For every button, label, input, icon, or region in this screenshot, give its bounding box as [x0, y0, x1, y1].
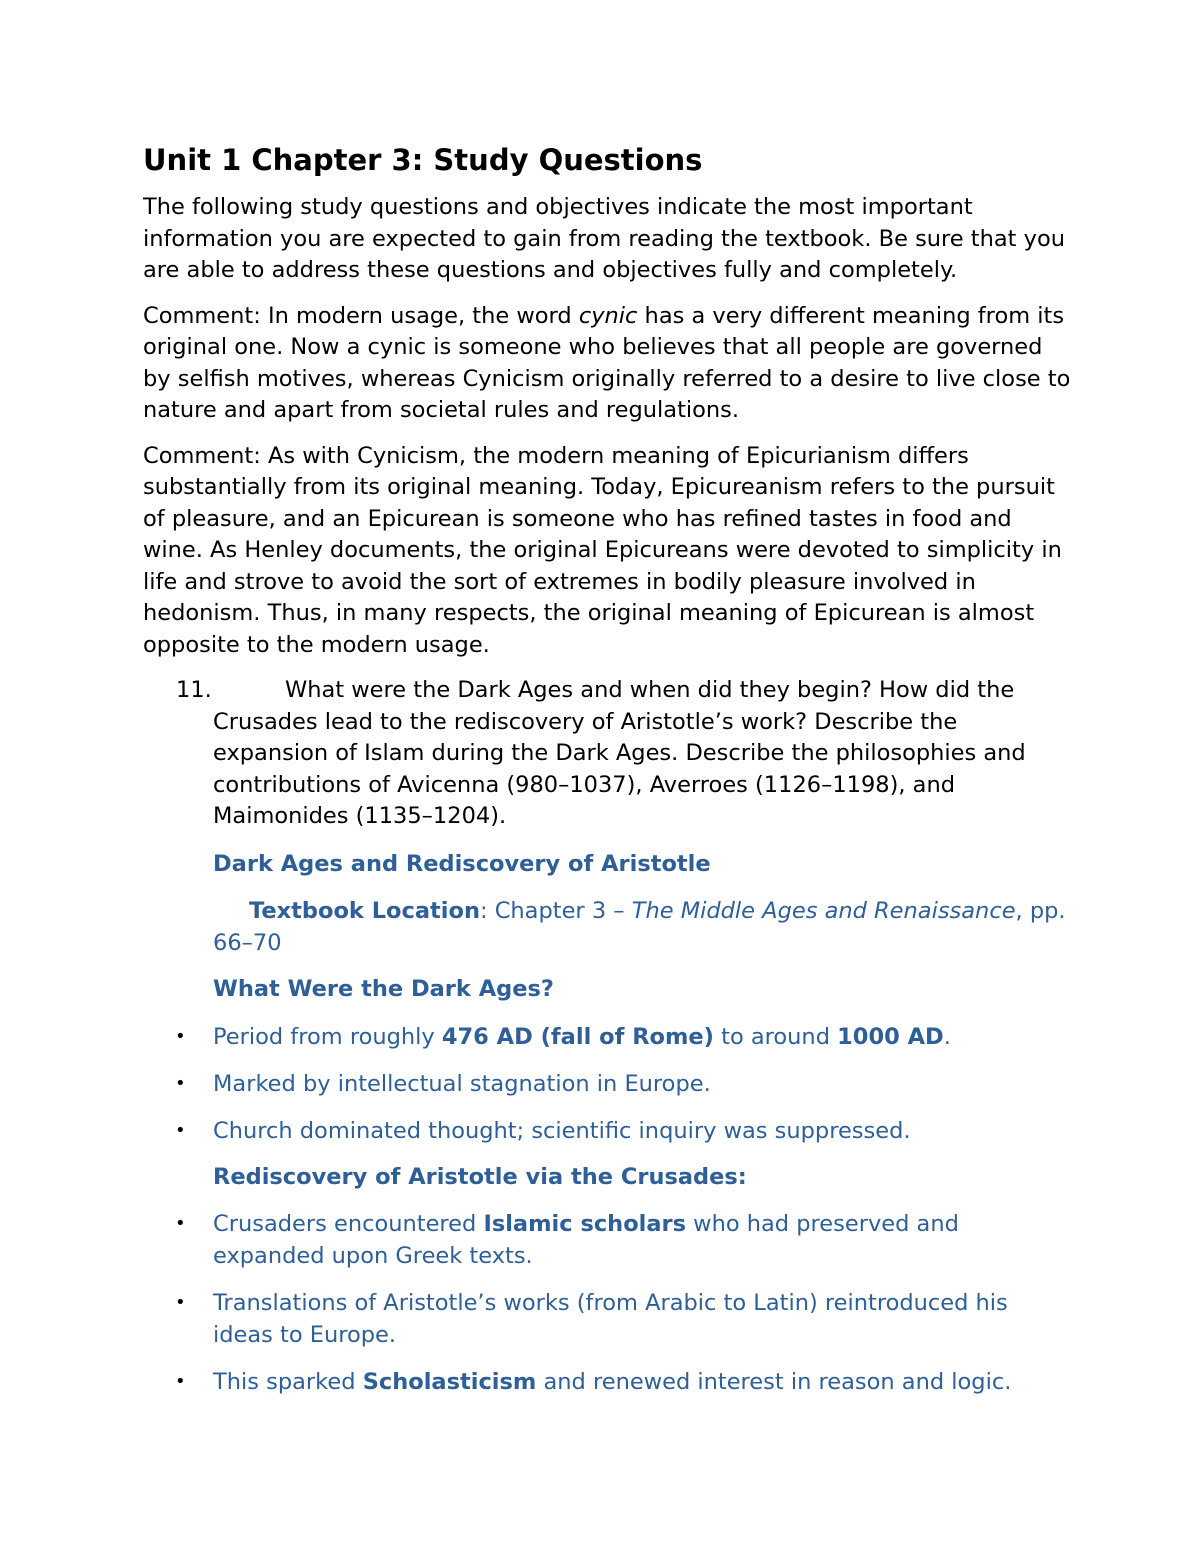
bullet-bold-text: Islamic scholars — [483, 1211, 687, 1237]
section-heading-rediscovery: Rediscovery of Aristotle via the Crusades: — [213, 1163, 747, 1190]
bullet-icon: • — [175, 1371, 186, 1392]
dark-ages-bullet-list — [143, 1021, 1073, 1147]
bullet-text: Crusaders encountered — [213, 1211, 484, 1237]
bullet-bold-text: Scholasticism — [362, 1369, 537, 1395]
intro-paragraph: The following study questions and objectives indicate the most important information you are expected to gain from reading the textbook. Be sure that you are able to address these questions and objectives fully and completely. — [143, 194, 1065, 283]
textbook-location-pages: , pp. 66–70 — [213, 898, 1066, 956]
page-title: Unit 1 Chapter 3: Study Questions — [143, 143, 703, 177]
textbook-location-colon: : — [479, 898, 488, 924]
comment-epicurean-paragraph: Comment: As with Cynicism, the modern meaning of Epicurianism differs substantially from its original meaning. Today, Epicureanism refers to the pursuit of pleasure, and an Epicurean is someone who has refined tastes in food and wine. As Henley documents, the original Epicureans were devoted to simplicity in life and strove to avoid the sort of extremes in bodily pleasure involved in hedonism. Thus, in many respects, the original meaning of Epicurean is almost opposite to the modern usage. — [143, 442, 1062, 658]
answer-heading: Dark Ages and Rediscovery of Aristotle — [213, 850, 711, 877]
bullet-icon: • — [175, 1292, 186, 1313]
bullet-text: who had preserved and expanded upon Greek texts. — [213, 1211, 959, 1269]
bullet-icon: • — [175, 1213, 186, 1234]
document-page — [143, 138, 1073, 1413]
list-item — [143, 1287, 1073, 1351]
bullet-icon: • — [175, 1119, 186, 1141]
bullet-text: and renewed interest in reason and logic. — [536, 1369, 1012, 1395]
list-item — [143, 1068, 1073, 1100]
rediscovery-bullet-list — [143, 1208, 1073, 1398]
list-item — [143, 1208, 1073, 1272]
comment-cynic-paragraph — [143, 301, 1073, 427]
section-heading-dark-ages: What Were the Dark Ages? — [213, 976, 554, 1002]
bullet-text: Church dominated thought; scientific inquiry was suppressed. — [213, 1117, 911, 1144]
textbook-location-chapter-title: The Middle Ages and Renaissance — [631, 898, 1016, 924]
list-item — [143, 1021, 1073, 1053]
bullet-text: Marked by intellectual stagnation in Europe. — [213, 1070, 711, 1097]
bullet-bold-text: 1000 AD — [837, 1023, 944, 1050]
bullet-text: . — [943, 1023, 951, 1050]
bullet-text: This sparked — [213, 1369, 363, 1395]
textbook-location-label: Textbook Location — [249, 898, 480, 924]
bullet-text: Period from roughly — [213, 1023, 442, 1050]
comment-cynic-italic-word: cynic — [578, 302, 638, 329]
study-question-11 — [143, 675, 1073, 833]
bullet-icon: • — [175, 1025, 186, 1047]
question-number: 11. — [176, 677, 212, 703]
textbook-location — [213, 895, 1073, 959]
bullet-text: Translations of Aristotle’s works (from Arabic to Latin) reintroduced his ideas to Europe. — [213, 1290, 1008, 1348]
comment-cynic-text-end: has a very different meaning from its original one. Now a cynic is someone who believes that all people are governed by selfish motives, whereas Cynicism originally referred to a desire to live close to nature and apart from societal rules and regulations. — [143, 302, 1071, 423]
list-item — [143, 1366, 1073, 1398]
comment-cynic-text-start: Comment: In modern usage, the word — [143, 302, 579, 329]
question-text: What were the Dark Ages and when did they begin? How did the Crusades lead to the rediscovery of Aristotle’s work? Describe the expansion of Islam during the Dark Ages. Describe the philosophies and contributions of Avicenna (980–1037), Averroes (1126–1198), and Maimonides (1135–1204). — [213, 677, 1026, 829]
bullet-text: to around — [713, 1023, 838, 1050]
list-item — [143, 1115, 1073, 1147]
textbook-location-chapter: Chapter 3 – — [487, 898, 632, 924]
bullet-bold-text: 476 AD (fall of Rome) — [441, 1023, 714, 1050]
bullet-icon: • — [175, 1072, 186, 1094]
